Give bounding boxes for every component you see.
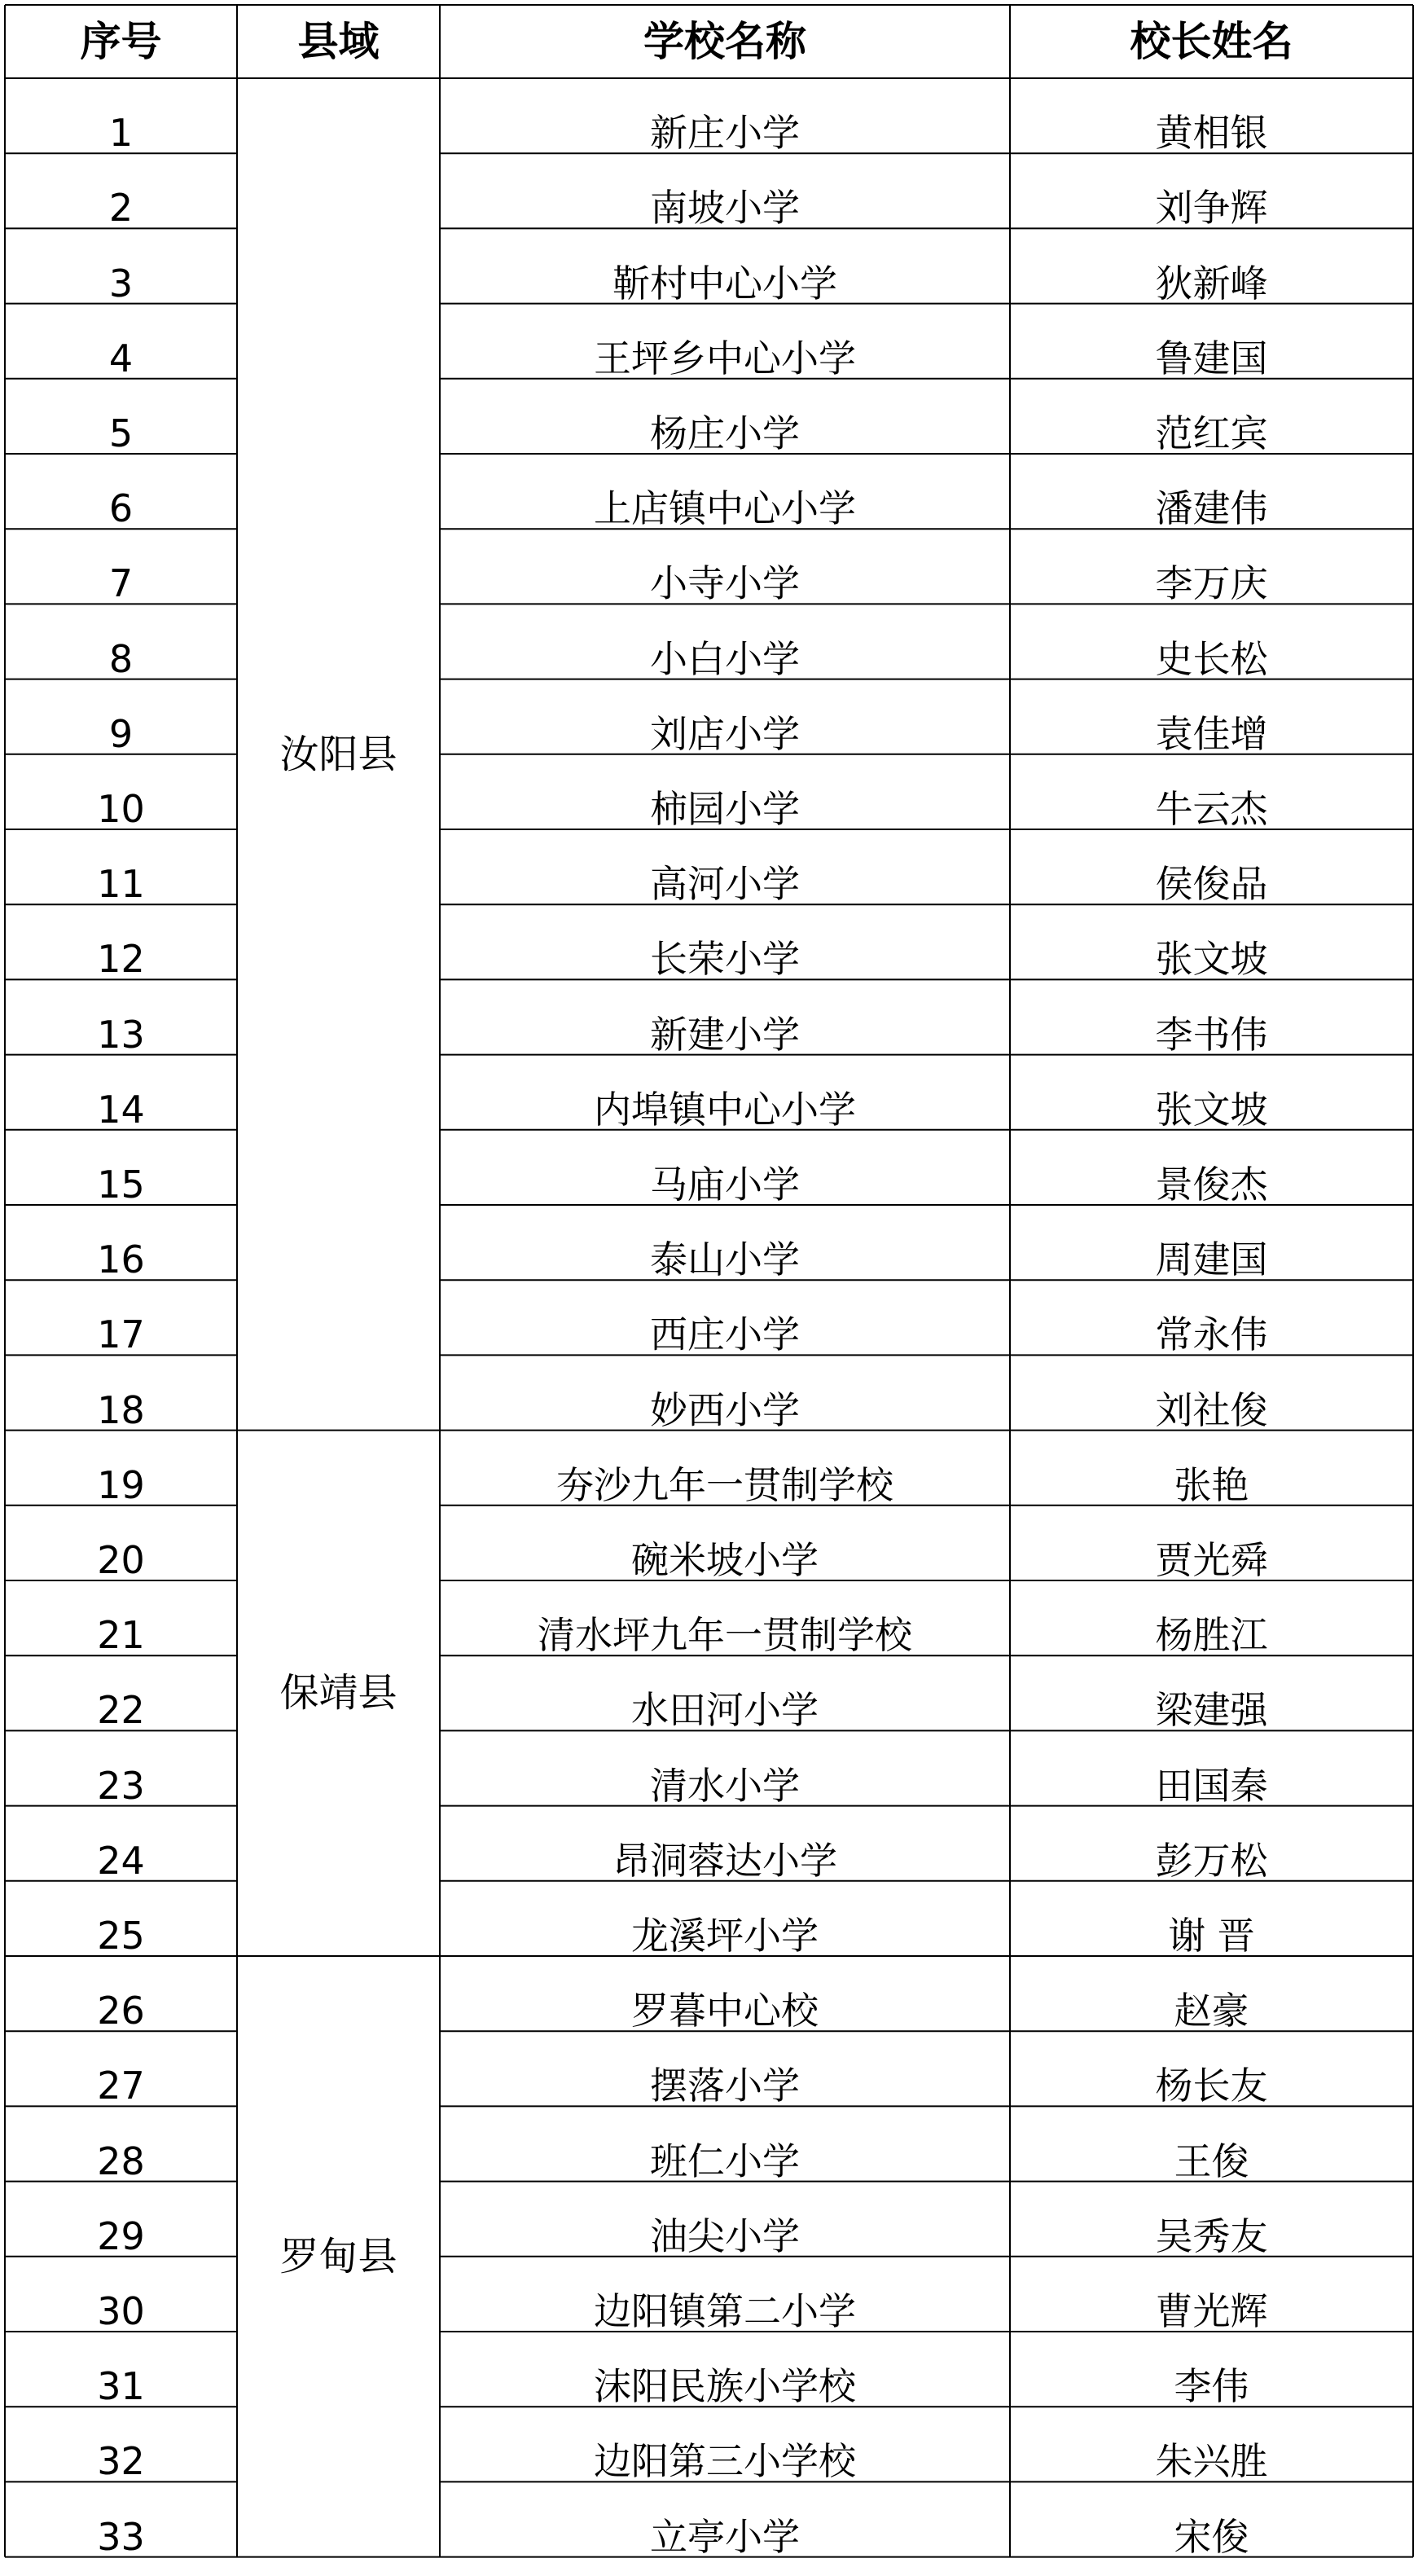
row-index: 12 <box>97 937 145 982</box>
school-name: 碗米坡小学 <box>631 1537 819 1582</box>
row-index: 25 <box>97 1913 145 1958</box>
principal-name: 张艳 <box>1174 1462 1249 1507</box>
school-name: 沫阳民族小学校 <box>594 2364 856 2409</box>
row-index: 2 <box>108 186 134 231</box>
row-index: 10 <box>97 786 145 831</box>
row-index: 27 <box>97 2064 145 2108</box>
school-name: 王坪乡中心小学 <box>594 336 856 380</box>
school-name: 高河小学 <box>650 862 800 907</box>
row-index: 17 <box>97 1312 145 1357</box>
row-index: 9 <box>108 711 134 756</box>
school-name: 水田河小学 <box>631 1688 819 1733</box>
row-index: 24 <box>97 1838 145 1883</box>
principal-name: 杨胜江 <box>1155 1613 1268 1658</box>
principal-name: 宋俊 <box>1174 2514 1249 2559</box>
principal-name: 赵豪 <box>1174 1989 1249 2033</box>
principal-name: 鲁建国 <box>1155 336 1268 380</box>
row-index: 29 <box>97 2213 145 2258</box>
school-name: 夯沙九年一贯制学校 <box>556 1462 893 1507</box>
school-name: 边阳第三小学校 <box>594 2439 856 2484</box>
principal-name: 侯俊品 <box>1155 862 1268 907</box>
principal-name: 周建国 <box>1155 1237 1268 1282</box>
principal-name: 王俊 <box>1174 2139 1249 2183</box>
row-index: 31 <box>97 2364 145 2409</box>
row-index: 33 <box>97 2514 145 2559</box>
county-cell: 汝阳县 <box>279 731 397 777</box>
school-name: 西庄小学 <box>650 1312 800 1357</box>
principal-name: 贾光舜 <box>1155 1537 1268 1582</box>
principal-name: 潘建伟 <box>1155 486 1268 531</box>
row-index: 7 <box>108 561 134 606</box>
school-name: 长荣小学 <box>650 937 800 982</box>
school-name: 边阳镇第二小学 <box>594 2288 856 2333</box>
school-name: 上店镇中心小学 <box>594 486 856 531</box>
row-index: 15 <box>97 1162 145 1207</box>
principal-name: 刘争辉 <box>1155 186 1268 231</box>
school-name: 新建小学 <box>650 1012 800 1057</box>
row-index: 32 <box>97 2439 145 2484</box>
row-index: 1 <box>108 111 134 156</box>
school-name: 立亭小学 <box>650 2514 800 2559</box>
row-index: 11 <box>97 862 145 907</box>
principal-name: 袁佳增 <box>1155 711 1268 756</box>
principal-name: 李书伟 <box>1155 1012 1268 1057</box>
school-name: 柿园小学 <box>650 786 800 831</box>
row-index: 19 <box>97 1462 145 1507</box>
principal-name: 朱兴胜 <box>1155 2439 1268 2484</box>
row-index: 3 <box>108 261 134 306</box>
school-name: 班仁小学 <box>650 2139 800 2183</box>
principal-name: 张文坡 <box>1155 937 1268 982</box>
school-name: 龙溪坪小学 <box>631 1913 819 1958</box>
principal-name: 范红宾 <box>1155 411 1268 455</box>
school-name: 新庄小学 <box>650 111 800 156</box>
principal-name: 史长松 <box>1155 636 1268 681</box>
school-name: 泰山小学 <box>650 1237 800 1282</box>
school-name: 摆落小学 <box>650 2064 800 2108</box>
row-index: 26 <box>97 1989 145 2033</box>
principal-name: 彭万松 <box>1155 1838 1268 1883</box>
school-name: 南坡小学 <box>650 186 800 231</box>
row-index: 21 <box>97 1613 145 1658</box>
county-cell: 罗甸县 <box>279 2233 397 2279</box>
row-index: 16 <box>97 1237 145 1282</box>
principal-name: 李伟 <box>1174 2364 1249 2409</box>
row-index: 30 <box>97 2288 145 2333</box>
header-school-name: 学校名称 <box>643 18 806 65</box>
header-index: 序号 <box>80 18 162 65</box>
row-index: 6 <box>108 486 134 531</box>
row-index: 4 <box>108 336 134 380</box>
principal-name: 李万庆 <box>1155 561 1268 606</box>
principal-name: 田国秦 <box>1155 1763 1268 1808</box>
school-name: 昂洞蓉达小学 <box>612 1838 837 1883</box>
principal-name: 吴秀友 <box>1155 2213 1268 2258</box>
principal-name: 张文坡 <box>1155 1087 1268 1132</box>
school-name: 杨庄小学 <box>650 411 800 455</box>
header-county: 县域 <box>297 18 380 65</box>
principal-name: 刘社俊 <box>1155 1387 1268 1432</box>
school-name: 清水小学 <box>650 1763 800 1808</box>
principal-name: 曹光辉 <box>1155 2288 1268 2333</box>
principal-name: 狄新峰 <box>1155 261 1268 306</box>
school-name: 内埠镇中心小学 <box>594 1087 856 1132</box>
row-index: 23 <box>97 1763 145 1808</box>
principal-name: 黄相银 <box>1155 111 1268 156</box>
principal-name: 牛云杰 <box>1155 786 1268 831</box>
principal-name: 梁建强 <box>1155 1688 1268 1733</box>
row-index: 8 <box>108 636 134 681</box>
school-name: 妙西小学 <box>650 1387 800 1432</box>
row-index: 20 <box>97 1537 145 1582</box>
school-name: 罗暮中心校 <box>631 1989 819 2033</box>
school-name: 靳村中心小学 <box>612 261 837 306</box>
row-index: 28 <box>97 2139 145 2183</box>
row-index: 5 <box>108 411 134 455</box>
school-name: 马庙小学 <box>650 1162 800 1207</box>
school-name: 清水坪九年一贯制学校 <box>538 1613 912 1658</box>
school-name: 小白小学 <box>650 636 800 681</box>
county-cell: 保靖县 <box>279 1670 397 1717</box>
principal-name: 杨长友 <box>1155 2064 1268 2108</box>
row-index: 13 <box>97 1012 145 1057</box>
principal-name: 谢 晋 <box>1168 1913 1255 1958</box>
principal-name: 常永伟 <box>1155 1312 1268 1357</box>
row-index: 22 <box>97 1688 145 1733</box>
school-name: 小寺小学 <box>650 561 800 606</box>
school-name: 刘店小学 <box>650 711 800 756</box>
header-principal-name: 校长姓名 <box>1130 18 1293 65</box>
school-name: 油尖小学 <box>650 2213 800 2258</box>
row-index: 14 <box>97 1087 145 1132</box>
principal-name: 景俊杰 <box>1155 1162 1268 1207</box>
row-index: 18 <box>97 1387 145 1432</box>
